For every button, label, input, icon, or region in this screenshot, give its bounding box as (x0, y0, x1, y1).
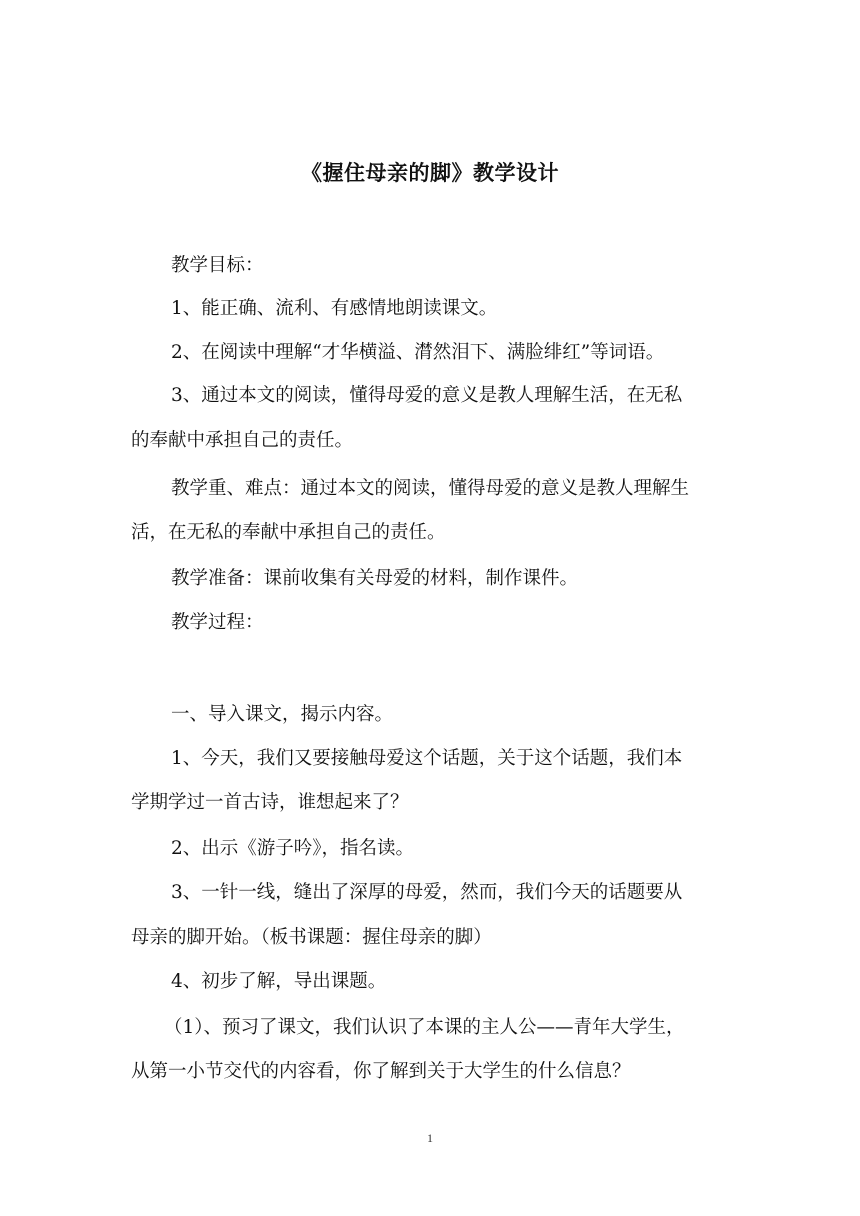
step-1-2: 2、出示《游子吟》，指名读。 (171, 838, 415, 859)
section-heading-objectives: 教学目标： (171, 255, 264, 276)
objective-2: 2、在阅读中理解“才华横溢、潸然泪下、满脸绯红”等词语。 (171, 342, 665, 363)
step-1-1-line-1: 1、今天，我们又要接触母爱这个话题，关于这个话题，我们本 (171, 748, 683, 769)
step-1-3-line-2: 母亲的脚开始。（板书课题：握住母亲的脚） (131, 927, 492, 948)
key-points-line-1: 教学重、难点：通过本文的阅读，懂得母爱的意义是教人理解生 (171, 478, 690, 499)
key-points-line-2: 活，在无私的奉献中承担自己的责任。 (131, 522, 446, 543)
step-1-3-line-1: 3、一针一线，缝出了深厚的母爱，然而，我们今天的话题要从 (171, 882, 683, 903)
objective-3-line-1: 3、通过本文的阅读，懂得母爱的意义是教人理解生活，在无私 (171, 385, 683, 406)
step-1-4: 4、初步了解，导出课题。 (171, 971, 387, 992)
document-title: 《握住母亲的脚》教学设计 (301, 161, 559, 185)
preparation: 教学准备：课前收集有关母爱的材料，制作课件。 (171, 568, 579, 589)
step-1-1-line-2: 学期学过一首古诗，谁想起来了？ (131, 792, 409, 813)
objective-1: 1、能正确、流利、有感情地朗读课文。 (171, 298, 498, 319)
objective-3-line-2: 的奉献中承担自己的责任。 (131, 430, 354, 451)
step-1-heading: 一、导入课文，揭示内容。 (171, 704, 394, 725)
section-heading-process: 教学过程： (171, 612, 264, 633)
page-number: 1 (427, 1131, 433, 1145)
step-1-4-1-line-2: 从第一小节交代的内容看，你了解到关于大学生的什么信息？ (131, 1061, 631, 1082)
step-1-4-1-line-1: （1）、预习了课文，我们认识了本课的主人公——青年大学生， (164, 1017, 685, 1038)
